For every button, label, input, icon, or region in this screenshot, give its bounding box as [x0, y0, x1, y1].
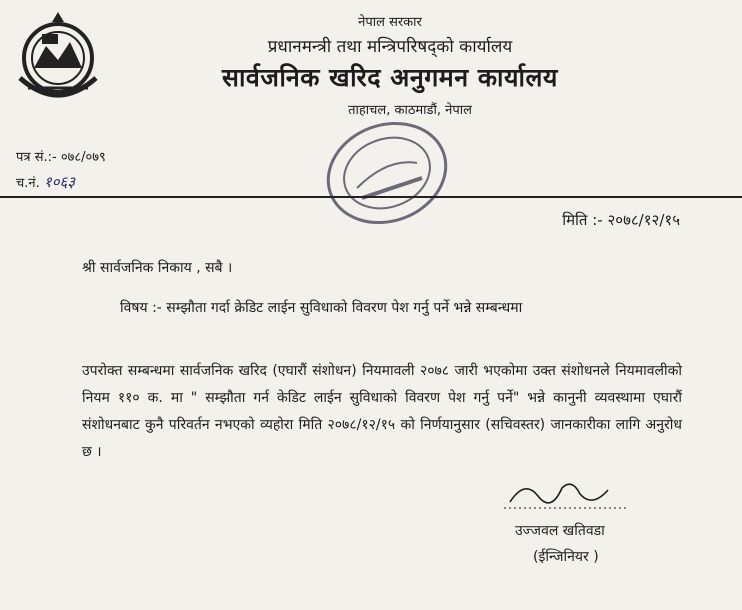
office-name-line2: सार्वजनिक खरिद अनुगमन कार्यालय	[222, 63, 558, 92]
recipient: श्री सार्वजनिक निकाय , सबै ।	[82, 260, 233, 276]
chalani-label: च.नं.	[16, 176, 40, 191]
signature-icon	[500, 474, 630, 514]
letter-body: उपरोक्त सम्बन्धमा सार्वजनिक खरिद (एघारौं संशोधन) नियमावली २०७८ जारी भएकोमा उक्त संशोधनले नियमावलीको नियम ११० क. मा " सम्झौता गर्न केडिट लाईन सुविधाको विवरण पेश गर्नु पर्ने" भन्ने कानुनी व्यवस्थामा एघारौं संशोधनबाट कुनै परिवर्तन नभएको व्यहोरा मिति २०७८/१२/१५ को निर्णयानुसार (सचिवस्तर) जानकारीका लागि अनुरोध छ ।	[82, 363, 682, 460]
letter-date: मिति :- २०७८/१२/१५	[562, 211, 680, 229]
chalani-value: १०६३	[43, 173, 76, 191]
reference-block	[16, 146, 106, 196]
office-address: ताहाचल, काठमाडौं, नेपाल	[348, 103, 472, 118]
signatory-name: उज्जवल खतिवडा	[515, 523, 605, 539]
patra-value: ०७८/०७९	[60, 150, 106, 165]
patra-label: पत्र सं.:-	[16, 150, 57, 165]
office-stamp-icon	[322, 118, 452, 228]
letter-subject: विषय :- सम्झौता गर्दा क्रेडिट लाईन सुविधाको विवरण पेश गर्नु पर्ने भन्ने सम्बन्धमा	[120, 300, 523, 316]
signatory-designation: (ईन्जिनियर )	[533, 549, 599, 565]
nepal-government-emblem-icon	[12, 8, 104, 108]
office-name-line1: प्रधानमन्त्री तथा मन्त्रिपरिषद्को कार्यालय	[267, 37, 513, 57]
government-name: नेपाल सरकार	[358, 15, 422, 30]
chalani-number	[16, 170, 106, 196]
patra-number	[16, 146, 106, 170]
header-divider	[0, 196, 742, 198]
